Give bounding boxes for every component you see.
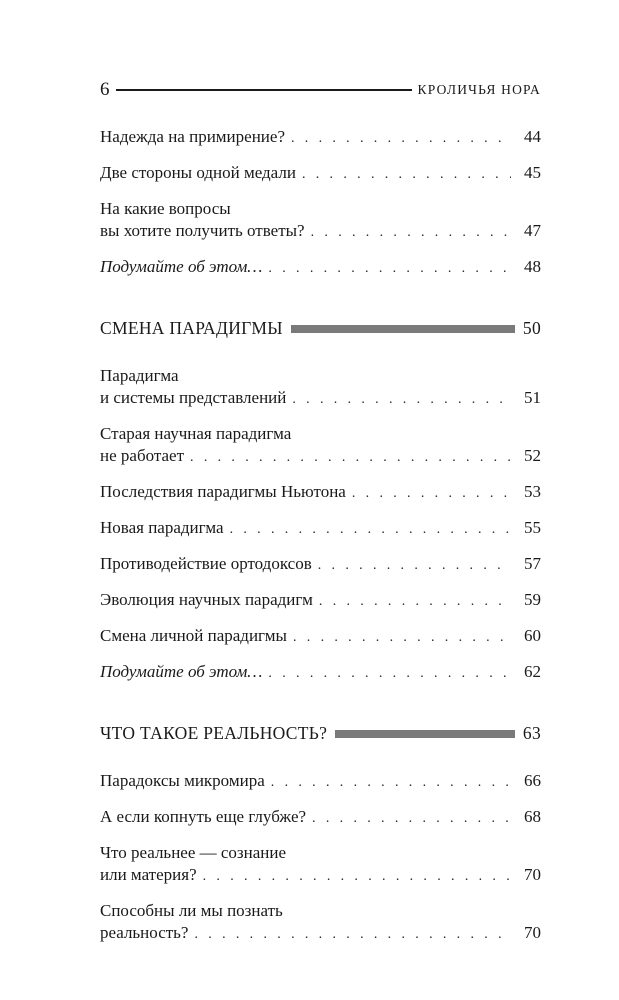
leader-dots <box>268 663 511 685</box>
toc-entry[interactable] <box>100 625 541 649</box>
chapter-heading[interactable] <box>100 723 541 744</box>
leader-dots <box>268 258 511 280</box>
toc-entry[interactable] <box>100 770 541 794</box>
toc-entry[interactable] <box>100 553 541 577</box>
toc-page <box>100 76 541 946</box>
toc-entry-title: Парадоксы микромира <box>100 771 265 790</box>
toc-entry-title: Эволюция научных парадигм <box>100 590 313 609</box>
toc-entry-title: Смена личной парадигмы <box>100 626 287 645</box>
running-title: КРОЛИЧЬЯ НОРА <box>417 82 541 97</box>
leader-dots <box>293 627 511 649</box>
toc-entry-title: Надежда на примирение? <box>100 127 285 146</box>
toc-entry-title-cont: и системы представлений <box>100 388 287 407</box>
toc-entry-title: Парадигма <box>100 366 179 385</box>
page-number: 6 <box>100 79 110 100</box>
leader-dots <box>230 519 511 541</box>
toc-entry[interactable] <box>100 517 541 541</box>
leader-dots <box>203 866 511 888</box>
toc-entry[interactable] <box>100 365 541 411</box>
toc-entry-title-cont: или материя? <box>100 865 197 884</box>
toc-entry-title: Что реальнее — сознание <box>100 843 287 862</box>
leader-dots <box>352 483 511 505</box>
toc-entry-page: 70 <box>524 923 541 942</box>
toc-entry-page: 62 <box>524 662 541 681</box>
toc-entry-page: 48 <box>524 257 541 276</box>
toc-entry-page: 44 <box>524 127 541 146</box>
toc-entry[interactable] <box>100 423 541 469</box>
toc-entry-page: 53 <box>524 482 541 501</box>
toc-entry-title: На какие вопросы <box>100 199 231 218</box>
toc-entry-title: Противодействие ортодоксов <box>100 554 312 573</box>
toc-entry-page: 45 <box>524 163 541 182</box>
toc-entry-title: Последствия парадигмы Ньютона <box>100 482 346 501</box>
toc-entry[interactable] <box>100 198 541 244</box>
leader-dots <box>194 924 511 946</box>
leader-dots <box>302 164 511 186</box>
leader-dots <box>319 591 511 613</box>
leader-dots <box>291 128 511 150</box>
leader-dots <box>271 772 511 794</box>
toc-entry[interactable] <box>100 126 541 150</box>
chapter-title: СМЕНА ПАРАДИГМЫ <box>100 318 283 338</box>
toc-entry-page: 68 <box>524 807 541 826</box>
header-rule <box>116 89 412 91</box>
toc-entry-page: 51 <box>524 388 541 407</box>
toc-entry-title: А если копнуть еще глубже? <box>100 807 307 826</box>
leader-dots <box>311 222 511 244</box>
toc-entry-title: Подумайте об этом… <box>100 662 263 681</box>
toc-entry-title: Способны ли мы познать <box>100 901 283 920</box>
toc-entry[interactable] <box>100 806 541 830</box>
leader-dots <box>292 389 511 411</box>
toc-entry[interactable] <box>100 661 541 685</box>
leader-dots <box>318 555 511 577</box>
toc-entry-page: 59 <box>524 590 541 609</box>
toc-entry-page: 52 <box>524 446 541 465</box>
page-header <box>100 76 541 104</box>
toc-entry[interactable] <box>100 256 541 280</box>
toc-entry-title-cont: не работает <box>100 446 185 465</box>
toc-entry-title: Две стороны одной медали <box>100 163 296 182</box>
toc-entry-title: Старая научная парадигма <box>100 424 292 443</box>
chapter-bar <box>335 730 515 738</box>
toc-entry[interactable] <box>100 589 541 613</box>
chapter-heading[interactable] <box>100 318 541 339</box>
toc-entry[interactable] <box>100 900 541 946</box>
toc-entry-page: 60 <box>524 626 541 645</box>
leader-dots <box>190 447 511 469</box>
toc-entry-page: 55 <box>524 518 541 537</box>
leader-dots <box>312 808 511 830</box>
toc-entry-page: 70 <box>524 865 541 884</box>
toc-entry-page: 66 <box>524 771 541 790</box>
toc-entry[interactable] <box>100 162 541 186</box>
toc-entry-page: 47 <box>524 221 541 240</box>
chapter-page: 50 <box>522 318 541 338</box>
toc-entry-title: Подумайте об этом… <box>100 257 263 276</box>
toc-entry[interactable] <box>100 842 541 888</box>
toc-entry-title-cont: реальность? <box>100 923 189 942</box>
toc-entry[interactable] <box>100 481 541 505</box>
toc-entry-title-cont: вы хотите получить ответы? <box>100 221 305 240</box>
chapter-bar <box>291 325 515 333</box>
chapter-page: 63 <box>522 723 541 743</box>
chapter-title: ЧТО ТАКОЕ РЕАЛЬНОСТЬ? <box>100 723 328 743</box>
toc-entry-title: Новая парадигма <box>100 518 224 537</box>
toc-entry-page: 57 <box>524 554 541 573</box>
